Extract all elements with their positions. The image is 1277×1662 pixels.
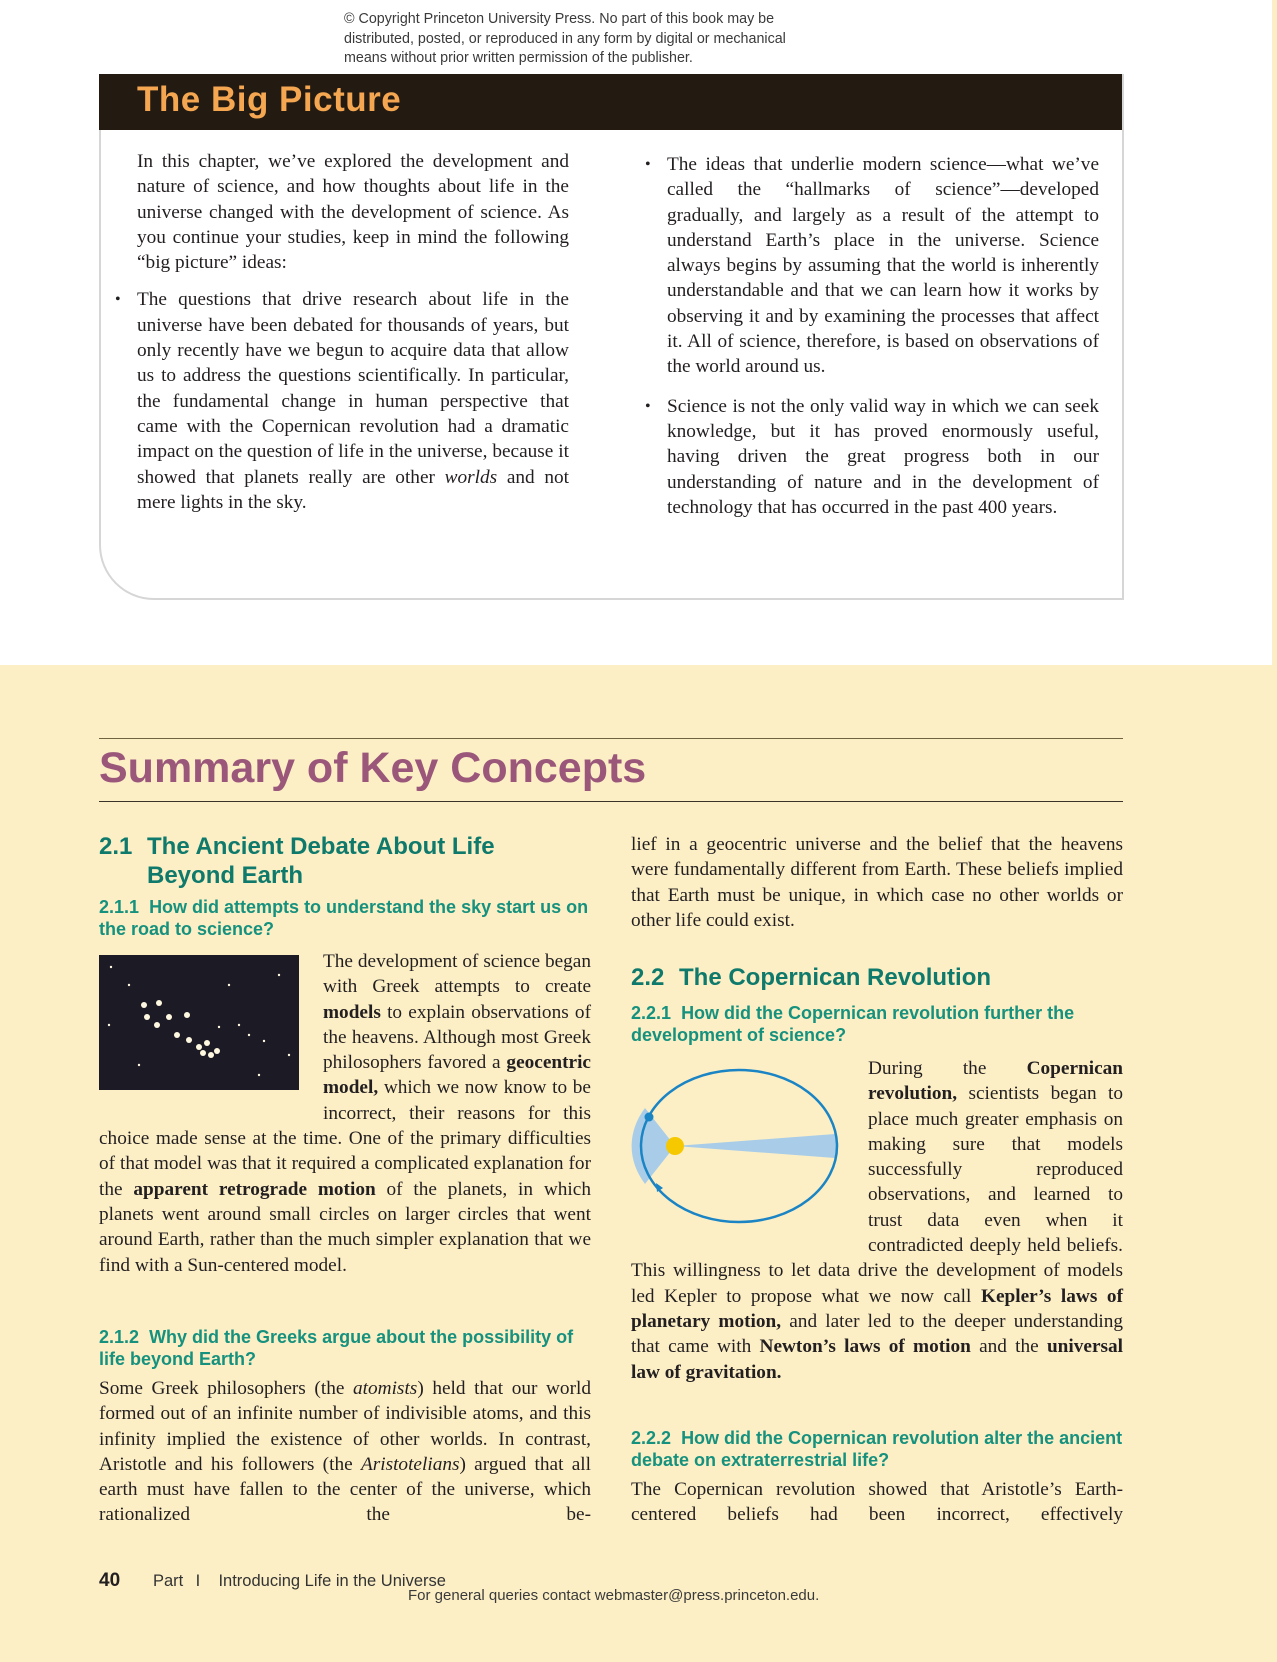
star-dot: [156, 1000, 162, 1006]
divider: [99, 801, 1123, 802]
bold-term: Newton’s laws of motion: [759, 1336, 971, 1358]
question-title: How did attempts to understand the sky start us on the road to science?: [99, 897, 589, 939]
section-number: 2.2: [631, 964, 665, 991]
running-footer: [153, 1572, 446, 1591]
section-title: The Copernican Revolution: [679, 964, 992, 991]
text-run: The development of science began with Greek attempts to create: [323, 951, 591, 998]
star-dot: [208, 1052, 214, 1058]
italic-term: worlds: [444, 466, 498, 488]
bullet-text: [137, 287, 569, 515]
question-number: 2.1.2: [99, 1327, 140, 1347]
section-2-2-2: [631, 1427, 1123, 1528]
star-dot: [138, 1064, 140, 1066]
question-answer: [99, 1376, 591, 1528]
text-run: The Copernican revolution showed that Aristotle’s Earth-centered beliefs had been incorrect, effectively: [631, 1479, 1123, 1526]
text-run: of the planets, in which planets went around small circles on larger circles that went around Earth, rather than the much simpler explanation that we find with a Sun-centered model.: [99, 1178, 591, 1276]
section-title: Beyond Earth: [147, 862, 304, 889]
italic-term: atomists: [353, 1378, 418, 1399]
bullet-icon: •: [645, 397, 651, 415]
question-heading: [99, 896, 591, 940]
big-picture-bullet: [645, 394, 1099, 520]
text-run: ) argued that all earth must have fallen to the center of the universe, which rationalized the be-: [99, 1453, 592, 1526]
star-dot: [144, 1014, 150, 1020]
question-title: How did the Copernican revolution alter the ancient debate on extraterrestrial life?: [631, 1428, 1123, 1470]
contact-notice: For general queries contact webmaster@press.princeton.edu.: [408, 1587, 820, 1604]
bold-term: Kepler’s laws of planetary motion,: [631, 1285, 1123, 1332]
text-run: ) held that our world formed out of an infinite number of indivisible atoms, and this infinity implied the existence of other worlds. In contrast, Aristotle and his followers (the: [99, 1378, 591, 1475]
text-run: and the: [970, 1336, 1047, 1358]
star-dot: [248, 1034, 250, 1036]
star-dot: [228, 984, 230, 986]
bold-term: universal law of gravitation.: [631, 1336, 1123, 1383]
bullet-text: [667, 152, 1099, 380]
part-label: Part: [153, 1572, 184, 1590]
text-run: and later led to the deeper understanding that came with: [631, 1310, 1124, 1358]
part-title: Introducing Life in the Universe: [218, 1572, 446, 1590]
star-dot: [218, 1026, 220, 1028]
sun-icon: [666, 1137, 684, 1155]
bold-term: apparent retrograde motion: [133, 1178, 376, 1200]
answer-text: [631, 832, 1123, 933]
star-dot: [288, 1054, 290, 1056]
big-picture-left-column: [115, 149, 569, 515]
question-number: 2.1.1: [99, 897, 140, 917]
text-run: The ideas that underlie modern science—what we’ve called the “hallmarks of science”—developed gradually, and largely as a result of the attempt to understand Earth’s place in the universe. Science always begins by assuming that the world is inherently understandable and that we can learn how it works by observing it and by examining the processes that affect it. All of science, therefore, is based on observations of the world around us.: [667, 154, 1099, 378]
question-heading: [631, 1002, 1123, 1046]
text-run: lief in a geocentric universe and the belief that the heavens were fundamentally different from Earth. These beliefs implied that Earth must be unique, in which case no other worlds or other life could exist.: [631, 834, 1123, 931]
bullet-text: [667, 394, 1099, 520]
star-dot: [263, 1040, 265, 1042]
copyright-line: distributed, posted, or reproduced in any form by digital or mechanical: [344, 30, 786, 47]
page-edge-strip: [1272, 0, 1277, 665]
big-picture-bullet: [115, 287, 569, 515]
text-run: scientists began to place much greater emphasis on making sure that models successfully reproduced observations, and learned to trust data even when it contradicted deeply held beliefs. This willingness to let data drive the development of models led Kepler to propose what we now call: [631, 1083, 1123, 1307]
text-run: to explain observations of the heavens. Although most Greek philosophers favored a: [323, 1001, 591, 1074]
section-heading: [631, 963, 1123, 992]
question-heading: [99, 1326, 591, 1370]
star-dot: [108, 1024, 110, 1026]
star-dot: [174, 1032, 180, 1038]
copyright-line: means without prior written permission of the publisher.: [344, 50, 693, 66]
section-number: 2.1: [99, 833, 133, 860]
star-dot: [258, 1074, 260, 1076]
star-photo: [99, 949, 323, 1105]
swept-area-right: [675, 1134, 836, 1158]
summary-title: Summary of Key Concepts: [99, 744, 647, 792]
part-number: I: [195, 1572, 201, 1590]
star-dot: [200, 1050, 206, 1056]
bold-term: models: [323, 1001, 381, 1023]
text-run: Some Greek philosophers (the: [99, 1378, 354, 1399]
star-dot: [214, 1048, 220, 1054]
star-dot: [278, 974, 280, 976]
section-2-1-2: [99, 1326, 591, 1528]
answer-continued: [631, 832, 1123, 933]
question-answer: [631, 1056, 1123, 1385]
text-run: The questions that drive research about life in the universe have been debated for thousands of years, but only recently have we begun to acquire data that allow us to address the questions scientifically. In particular, the fundamental change in human perspective that came with the Copernican revolution had a dramatic impact on the question of life in the universe, because it showed that planets really are other: [137, 289, 569, 488]
star-dot: [184, 1012, 190, 1018]
star-dot: [238, 1024, 240, 1026]
retrograde-motion-photo: [99, 955, 299, 1090]
page-number: 40: [99, 1570, 121, 1591]
text-run: During the: [868, 1058, 1027, 1079]
text-run: and not mere lights in the sky.: [137, 466, 569, 513]
bold-term: Copernican revolution,: [868, 1058, 1123, 1105]
divider: [99, 738, 1123, 739]
italic-term: Aristotelians: [360, 1453, 460, 1475]
section-title: The Ancient Debate About Life: [147, 833, 495, 860]
big-picture-right-column: [645, 152, 1099, 520]
star-dot: [128, 984, 130, 986]
planet-icon: [645, 1113, 654, 1122]
star-dot: [154, 1022, 160, 1028]
text-run: Science is not the only valid way in which we can seek knowledge, but it has proved enormously useful, having driven the great progress both in our understanding of nature and in the development of technology that has occurred in the past 400 years.: [667, 395, 1099, 518]
answer-text: [631, 1477, 1123, 1528]
bullet-icon: •: [645, 156, 651, 173]
star-dot: [186, 1037, 192, 1043]
question-number: 2.2.2: [631, 1428, 672, 1448]
big-picture-bullet: [645, 152, 1099, 380]
answer-text: [99, 1376, 591, 1528]
bullet-icon: •: [115, 291, 121, 309]
question-title: How did the Copernican revolution further the development of science?: [631, 1003, 1075, 1045]
question-title: Why did the Greeks argue about the possibility of life beyond Earth?: [99, 1327, 574, 1369]
text-run: which we now know to be incorrect, their reasons for this choice made sense at the time. One of the primary difficulties of that model was that it required a complicated explanation for the: [99, 1077, 591, 1200]
copyright-notice: [344, 10, 864, 69]
copyright-line: © Copyright Princeton University Press. No part of this book may be: [344, 11, 775, 27]
big-picture-title: The Big Picture: [137, 80, 402, 119]
text-run: In this chapter, we’ve explored the development and nature of science, and how thoughts about life in the universe changed with the development of science. As you continue your studies, keep in mind the following “big picture” ideas:: [137, 151, 569, 274]
question-answer: [99, 949, 591, 1278]
question-answer: [631, 1477, 1123, 1528]
section-2-2: [631, 963, 1123, 1385]
star-dot: [166, 1014, 172, 1020]
section-2-1: [99, 832, 591, 1278]
big-picture-intro: [137, 149, 569, 275]
star-dot: [141, 1002, 147, 1008]
star-dot: [204, 1040, 210, 1046]
orbit-diagram: [631, 1056, 868, 1258]
bold-term: geocentric model,: [323, 1052, 591, 1099]
question-heading: [631, 1427, 1123, 1471]
question-number: 2.2.1: [631, 1003, 672, 1023]
section-heading: [99, 832, 591, 890]
kepler-orbit-diagram: [631, 1056, 851, 1236]
star-dot: [196, 1044, 202, 1050]
star-dot: [110, 966, 112, 968]
